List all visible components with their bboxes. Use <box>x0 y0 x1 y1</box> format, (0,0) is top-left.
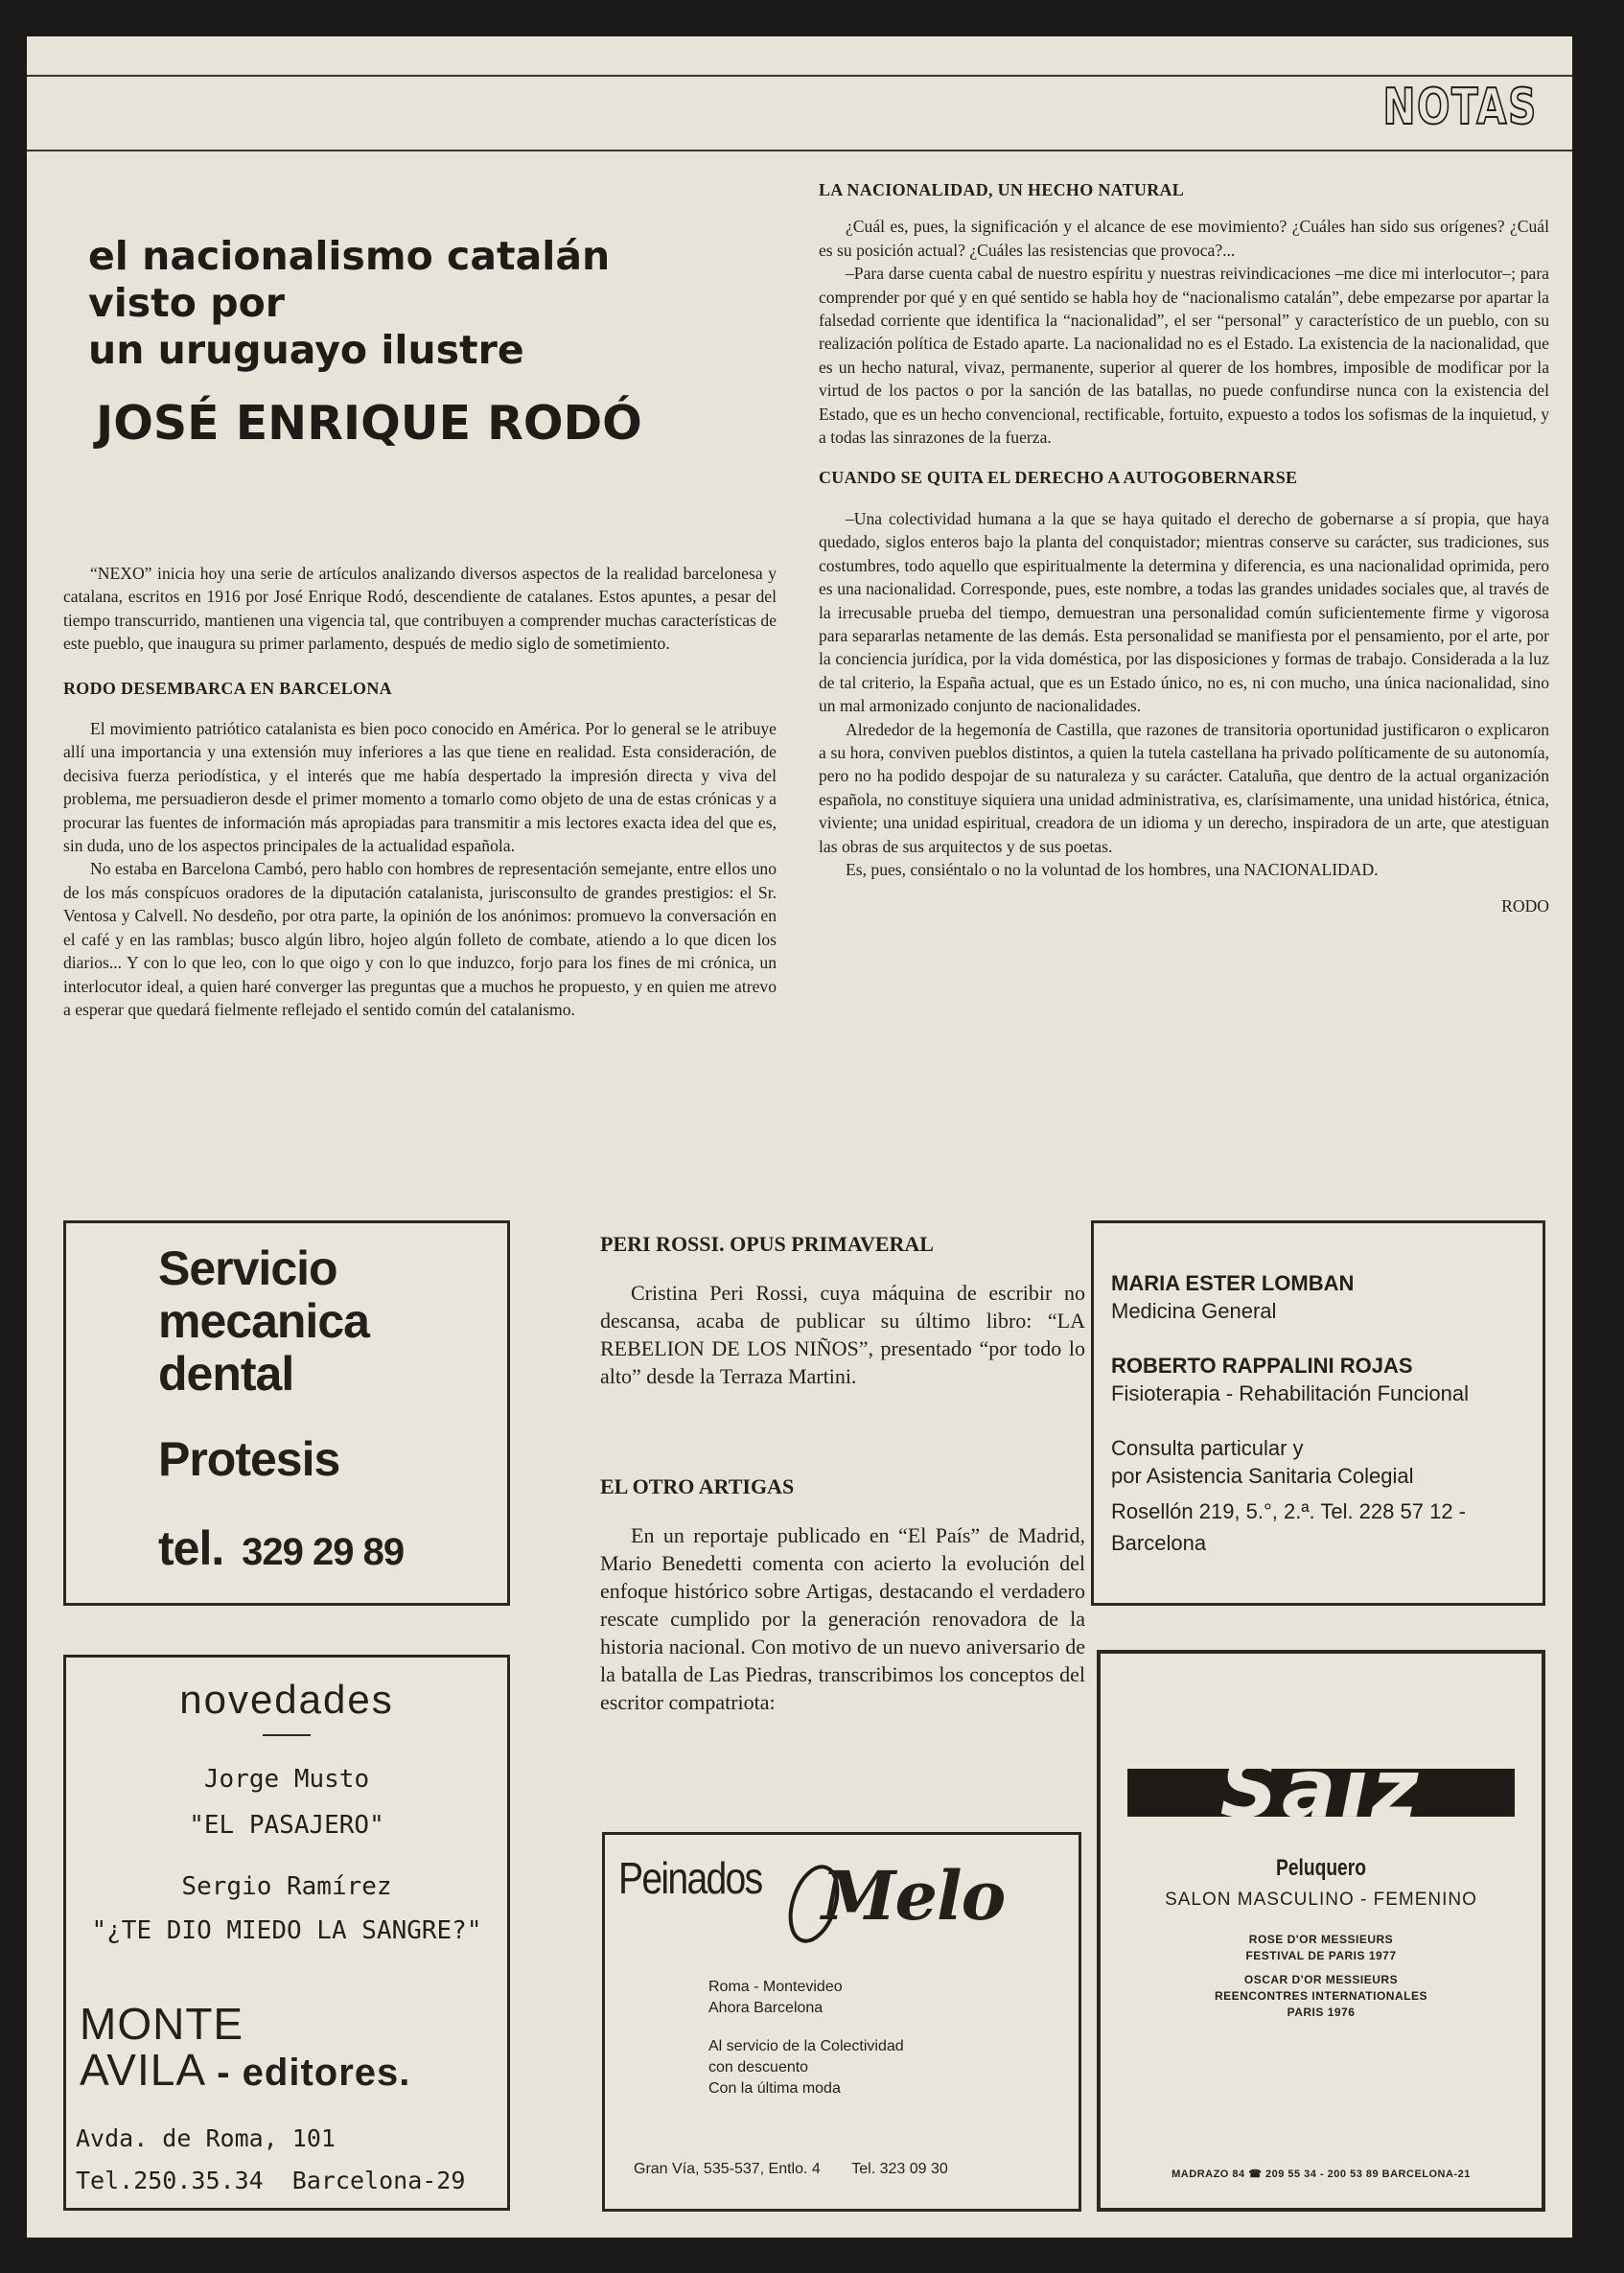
dental-line-2: mecanica <box>158 1294 369 1348</box>
sec2-paragraph-2: –Para darse cuenta cabal de nuestro espíritu y nuestras reivindicaciones –me dice mi interlocutor–; para comprender por qué y en qué sentido se habla hoy de “nacionalismo catalán”, debe empezarse por apartar la falsedad corriente que identifica la “nacionalidad”, el ser “personal” y característico de un pueblo, con su realización política de Estado aparte. La nacionalidad no es el Estado. La existencia de la nacionalidad, que es un hecho natural, vivaz, permanente, superior al querer de los hombres, imposible de modificar por la virtud de los pactos o por la sanción de las batallas, no puede confundirse nunca con la existencia del Estado, que es un hecho convencional, rectificable, fortuito, expuesto a todos los sofismas de la inquietud, y a todas las sinrazones de la fuerza. <box>819 264 1549 448</box>
ad-saiz <box>1097 1650 1545 2212</box>
book-author-2: Sergio Ramírez <box>181 1872 392 1901</box>
melo-line-5: Con la última moda <box>708 2080 841 2097</box>
section-heading-2: LA NACIONALIDAD, UN HECHO NATURAL <box>819 180 1185 199</box>
melo-tel: Tel. 323 09 30 <box>851 2161 948 2177</box>
books-address: Avda. de Roma, 101 <box>76 2124 336 2152</box>
saiz-logo: Saiz <box>1219 1742 1423 1836</box>
books-heading: novedades <box>179 1677 394 1722</box>
books-brand-1: MONTE <box>80 1999 244 2049</box>
section-heading-3: CUANDO SE QUITA EL DERECHO A AUTOGOBERNARSE <box>819 468 1298 488</box>
books-brand-2: AVILA <box>80 2045 204 2095</box>
doctors-city: Barcelona <box>1111 1531 1207 1555</box>
saiz-award-1b: FESTIVAL DE PARIS 1977 <box>1245 1949 1397 1962</box>
book-author-1: Jorge Musto <box>203 1765 370 1794</box>
melo-brand-2: Melo <box>822 1856 1006 1936</box>
melo-line-4: con descuento <box>708 2059 809 2076</box>
note-artigas <box>600 1473 1085 1716</box>
article-signature: RODO <box>1501 896 1549 916</box>
dental-tel-number: 329 29 89 <box>242 1531 405 1573</box>
doctors-line-1: Consulta particular y <box>1111 1436 1304 1460</box>
note-1-text: Cristina Peri Rossi, cuya máquina de escribir no descansa, acaba de publicar su último libro: “LA REBELION DE LOS NIÑOS”, presentado “por todo lo alto” desde la Terraza Martini. <box>600 1281 1085 1388</box>
header-rule-bottom <box>27 150 1572 151</box>
melo-address: Gran Vía, 535-537, Entlo. 4 <box>634 2161 821 2177</box>
note-peri-rossi <box>600 1230 1085 1390</box>
saiz-award-2a: OSCAR D'OR MESSIEURS <box>1243 1973 1399 1986</box>
section-label: NOTAS <box>1382 79 1538 136</box>
doctors-address: Rosellón 219, 5.°, 2.ª. Tel. 228 57 12 - <box>1111 1499 1466 1523</box>
dental-line-3: dental <box>158 1347 294 1401</box>
saiz-award-2b: REENCONTRES INTERNATIONALES <box>1215 1989 1427 2003</box>
sec3-paragraph-3: Es, pues, consiéntalo o no la voluntad de los hombres, una NACIONALIDAD. <box>846 859 1379 879</box>
note-2-heading: EL OTRO ARTIGAS <box>600 1474 795 1498</box>
books-divider <box>263 1734 311 1736</box>
dental-protesis: Protesis <box>158 1432 340 1486</box>
doctor-role-2: Fisioterapia - Rehabilitación Funcional <box>1111 1381 1469 1405</box>
books-tel: Tel.250.35.34 <box>76 2167 264 2194</box>
title-line-3: un uruguayo ilustre <box>88 327 524 373</box>
saiz-tagline: SALON MASCULINO - FEMENINO <box>1165 1890 1477 1910</box>
doctors-line-2: por Asistencia Sanitaria Colegial <box>1111 1464 1414 1488</box>
right-column <box>819 178 1549 918</box>
sec3-paragraph-2: Alrededor de la hegemonía de Castilla, que razones de transitoria oportunidad justificaron o explicaron a su hora, conviven pueblos distintos, a quien la tutela castellana ha privado políticamente de su autonomía, pero no ha podido despojar de su naturaleza y su carácter. Cataluña, que dentro de la actual organización española, no constituye siquiera una unidad administrativa, es, clarísimamente, una unidad histórica, étnica, viviente; una unidad espiritual, creadora de un idioma y un derecho, inspiradora de un arte, que atestiguan las obras de sus arquitectos y de sus poetas. <box>819 719 1549 856</box>
ad-doctors <box>1091 1220 1545 1606</box>
article-author: JOSÉ ENRIQUE RODÓ <box>96 396 642 451</box>
dental-tel-prefix: tel. <box>158 1521 224 1575</box>
sec1-paragraph-2: No estaba en Barcelona Cambó, pero hablo con hombres de representación semejante, entre ellos uno de los más conspícuos oradores de la diputación catalanista, jurisconsulto de grandes prestigios: el Sr. Ventosa y Calvell. No desdeño, por otra parte, la opinión de los anónimos: promuevo la conversación en el café y en las ramblas; busco algún libro, hojeo algún folleto de combate, atiendo a lo que dicen los diarios... Y con lo que leo, con lo que oigo y con lo que induzco, forjo para los fines de mi crónica, un interlocutor ideal, a quien haré converger las preguntas que a muchos he propuesto, y en quien me atrevo a esperar que quedará fielmente reflejado el sentido común del catalanismo. <box>63 859 777 1019</box>
section-heading-1: RODO DESEMBARCA EN BARCELONA <box>63 678 392 698</box>
article-title <box>88 233 798 452</box>
note-2-text: En un reportaje publicado en “El País” de Madrid, Mario Benedetti comenta con acierto la evolución del enfoque histórico sobre Artigas, destacando el verdadero rescate cumplido por la generación renovadora de la historia nacional. Con motivo de un nuevo aniversario de la batalla de Las Piedras, transcribimos los conceptos del escritor compatriota: <box>600 1523 1085 1714</box>
saiz-award-2c: PARIS 1976 <box>1287 2006 1356 2019</box>
doctor-role-1: Medicina General <box>1111 1299 1277 1323</box>
sec2-paragraph-1: ¿Cuál es, pues, la significación y el alcance de ese movimiento? ¿Cuáles han sido sus orígenes? ¿Cuál es su posición actual? ¿Cuáles las resistencias que provoca?... <box>819 217 1549 260</box>
ad-peinados-melo <box>602 1832 1081 2212</box>
sec1-paragraph-1: El movimiento patriótico catalanista es bien poco conocido en América. Por lo general se le atribuye allí una importancia y una extensión muy inferiores a las que tiene en realidad. Esta consideración, de decisiva fuerza periodística, y el interés que me había despertado la impresión directa y viva del problema, me persuadieron desde el primer momento a tomarlo como objeto de una de estas crónicas y a procurar las fuentes de información más apropiadas para transmitir a mis lectores exacta idea del que es, sin duda, uno de los aspectos principales de la actualidad española. <box>63 719 777 856</box>
book-title-1: "EL PASAJERO" <box>189 1811 384 1840</box>
title-line-1: el nacionalismo catalán <box>88 233 611 279</box>
melo-line-1: Roma - Montevideo <box>708 1979 843 1995</box>
doctor-name-1: MARIA ESTER LOMBAN <box>1111 1271 1355 1295</box>
saiz-footer: MADRAZO 84 ☎ 209 55 34 - 200 53 89 BARCELONA-21 <box>1172 2169 1471 2180</box>
header-rule-top <box>27 75 1572 77</box>
books-brand-suffix: - editores. <box>217 2052 411 2094</box>
melo-brand-1: Peinados <box>618 1853 762 1903</box>
title-line-2: visto por <box>88 280 285 326</box>
note-1-heading: PERI ROSSI. OPUS PRIMAVERAL <box>600 1232 934 1256</box>
doctor-name-2: ROBERTO RAPPALINI ROJAS <box>1111 1354 1413 1378</box>
ad-dental <box>63 1220 510 1606</box>
saiz-subtitle: Peluquero <box>1276 1855 1366 1881</box>
article-intro: “NEXO” inicia hoy una serie de artículos analizando diversos aspectos de la realidad barcelonesa y catalana, escritos en 1916 por José Enrique Rodó, descendiente de catalanes. Estos apuntes, a pesar del tiempo transcurrido, mantienen una vigencia tal, que contribuyen a comprender muchas características de este pueblo, que inaugura su primer parlamento, después de medio siglo de sometimiento. <box>63 564 777 654</box>
saiz-award-1a: ROSE D'OR MESSIEURS <box>1248 1933 1394 1946</box>
ad-books <box>63 1655 510 2211</box>
magazine-page <box>27 36 1572 2238</box>
melo-line-2: Ahora Barcelona <box>708 2000 824 2016</box>
books-city: Barcelona-29 <box>291 2167 466 2194</box>
book-title-2: "¿TE DIO MIEDO LA SANGRE?" <box>91 1916 482 1945</box>
left-column <box>63 562 777 1021</box>
dental-line-1: Servicio <box>158 1241 337 1295</box>
melo-line-3: Al servicio de la Colectividad <box>708 2038 904 2054</box>
sec3-paragraph-1: –Una colectividad humana a la que se haya quitado el derecho de gobernarse a sí propia, que haya quedado, siglos enteros bajo la planta del conquistador; mientras conserve su carácter, sus tradiciones, sus costumbres, todo aquello que espiritualmente la determina y diferencia, es una nacionalidad oprimida, pero es una nacionalidad. Corresponde, pues, este nombre, a todas las grandes unidades sociales que, al través de la irrecusable prueba del tiempo, demuestran una personalidad común suficientemente firme y vigorosa para separarlas netamente de las demás. Esta personalidad se manifiesta por el pensamiento, por el arte, por la conciencia jurídica, por la vida doméstica, por las disposiciones y formas de trabajo. Considerada a la luz de tal criterio, la España actual, que es un Estado único, no es, ni con mucho, una única nacionalidad, sino un mal armonizado conjunto de nacionalidades. <box>819 508 1549 716</box>
